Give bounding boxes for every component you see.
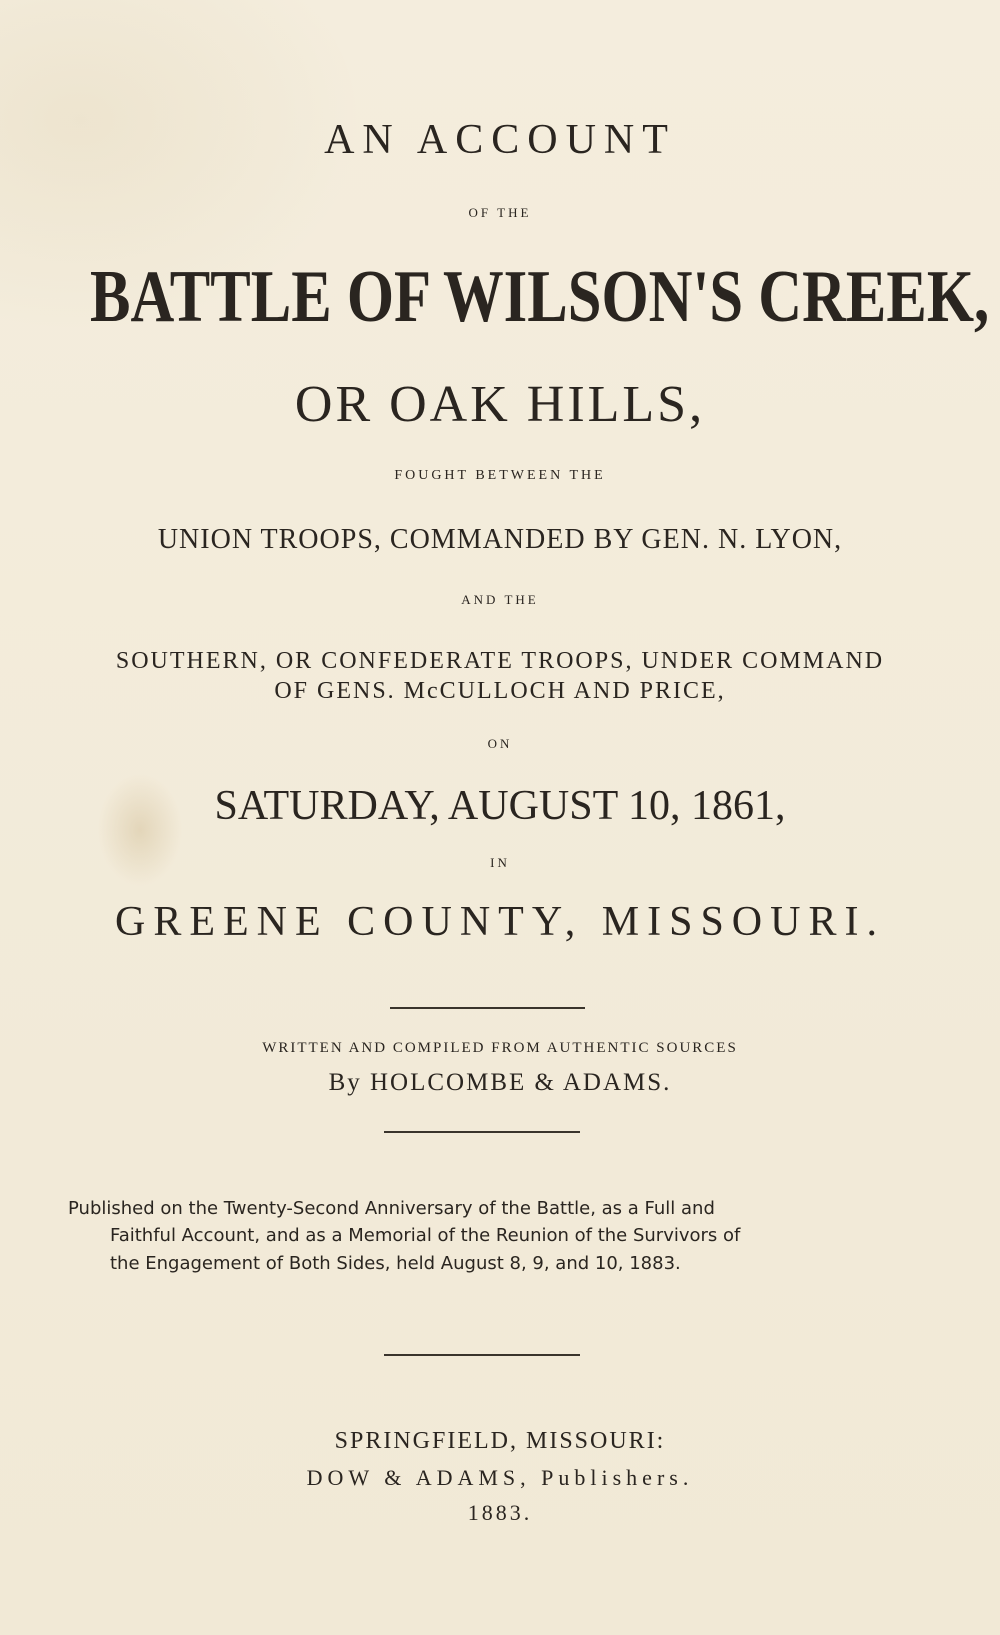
- title-line-in: IN: [490, 855, 510, 870]
- publication-note-line: the Engagement of Both Sides, held August 8, 9, and 10, 1883.: [110, 1253, 681, 1274]
- title-line-of-the: OF THE: [468, 205, 532, 220]
- main-title: BATTLE OF WILSON'S CREEK,: [90, 256, 990, 338]
- publication-place: SPRINGFIELD, MISSOURI:: [334, 1428, 666, 1454]
- subtitle: OR OAK HILLS,: [294, 376, 706, 433]
- publication-note-line: Faithful Account, and as a Memorial of the Reunion of the Survivors of: [110, 1225, 741, 1246]
- battle-location: GREENE COUNTY, MISSOURI.: [115, 899, 885, 945]
- battle-date: SATURDAY, AUGUST 10, 1861,: [214, 783, 786, 829]
- title-line-fought-between: FOUGHT BETWEEN THE: [394, 468, 606, 483]
- title-line-southern-troops: SOUTHERN, OR CONFEDERATE TROOPS, UNDER COMMAND: [115, 648, 885, 674]
- title-line-union-troops: UNION TROOPS, COMMANDED BY GEN. N. LYON,: [157, 524, 843, 555]
- divider-rule: [384, 1354, 580, 1356]
- divider-rule: [384, 1131, 580, 1133]
- title-line-generals: OF GENS. McCULLOCH AND PRICE,: [274, 678, 726, 704]
- publication-year: 1883.: [467, 1500, 533, 1525]
- title-line-an-account: AN ACCOUNT: [324, 117, 676, 163]
- publisher: DOW & ADAMS, Publishers.: [306, 1465, 694, 1490]
- authors-intro: WRITTEN AND COMPILED FROM AUTHENTIC SOURCES: [262, 1040, 738, 1056]
- divider-rule: [390, 1007, 585, 1009]
- title-line-and-the: AND THE: [461, 592, 539, 607]
- publication-note-line: Published on the Twenty-Second Anniversary of the Battle, as a Full and: [68, 1198, 715, 1219]
- authors: By HOLCOMBE & ADAMS.: [328, 1069, 672, 1096]
- title-line-on: ON: [487, 736, 513, 751]
